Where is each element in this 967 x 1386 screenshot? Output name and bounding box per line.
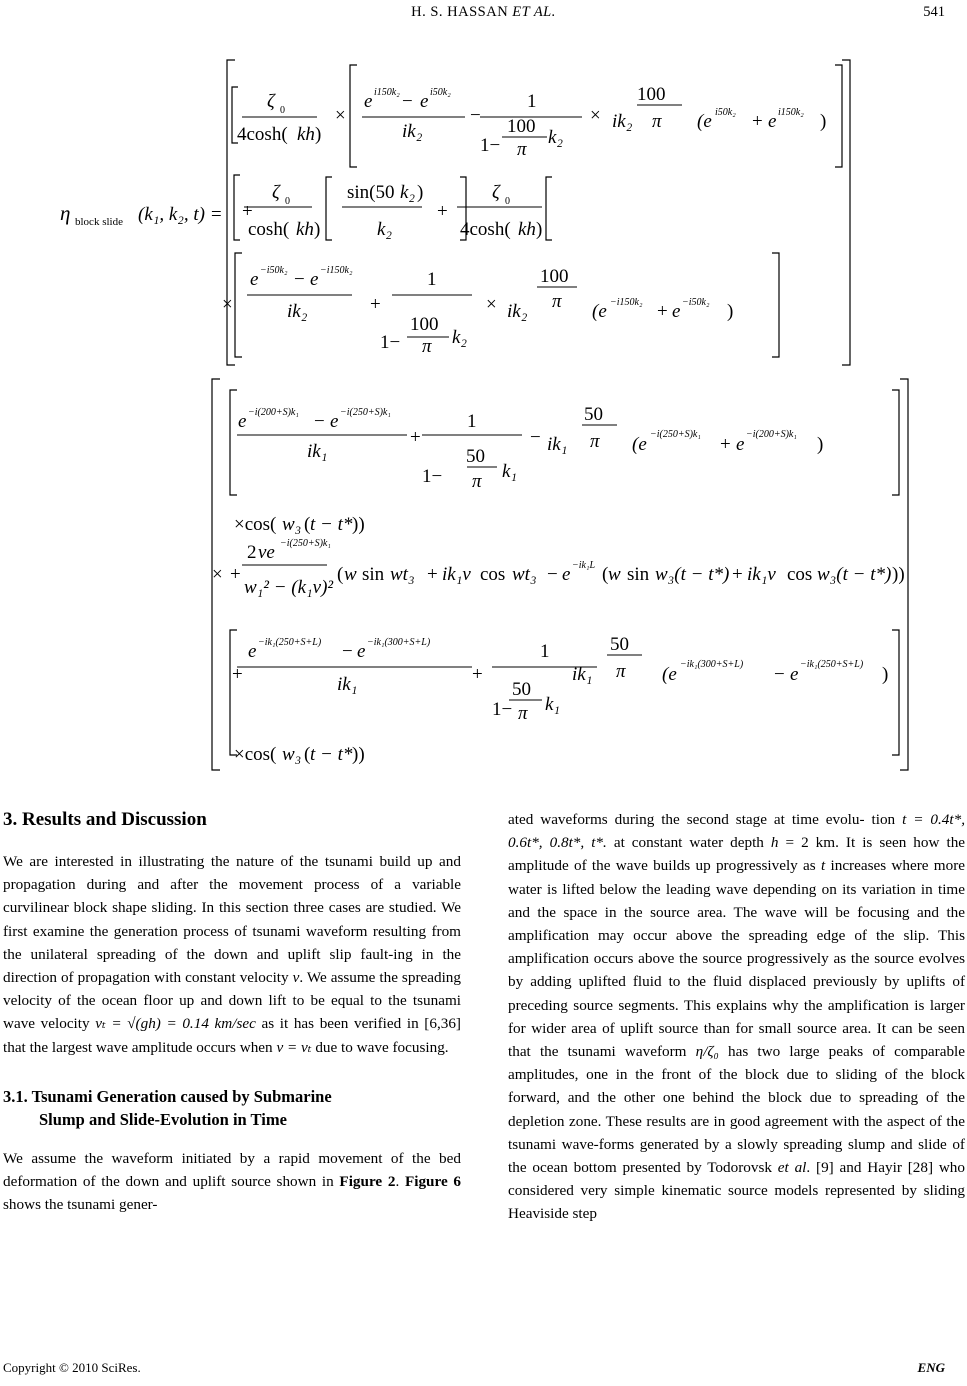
svg-text:ζ: ζ — [267, 91, 275, 112]
right-column-body-4: . [9] and Hayir [28] who considered very simple kinematic source models represented by sliding Heaviside step — [508, 1159, 965, 1223]
subsection-paragraph-text-2: . — [395, 1173, 400, 1191]
svg-text:k₂: k₂ — [452, 327, 468, 348]
svg-text:−i50k₂: −i50k₂ — [682, 297, 710, 308]
svg-text:1: 1 — [540, 641, 550, 662]
svg-text:−: − — [294, 269, 305, 290]
svg-text:ζ: ζ — [492, 182, 500, 203]
svg-text:4cosh(: 4cosh( — [237, 124, 288, 145]
right-column-tion: tion — [871, 811, 896, 828]
svg-text:+: + — [732, 564, 743, 585]
svg-text:i50k₂: i50k₂ — [430, 87, 451, 98]
svg-text:w₃(t − t*): w₃(t − t*) — [817, 564, 892, 585]
svg-text:k₂: k₂ — [548, 127, 564, 148]
svg-text:ik₂: ik₂ — [507, 301, 528, 322]
svg-text:100: 100 — [507, 116, 536, 137]
waveform-ratio: η/ζ₀ — [695, 1043, 719, 1061]
equation-lhs-args: (k₁, k₂, t) = — [138, 204, 223, 225]
svg-text:cos: cos — [787, 564, 813, 585]
svg-text:w₁² − (k₁v)²: w₁² − (k₁v)² — [244, 577, 334, 598]
svg-text:π: π — [422, 336, 432, 357]
time-symbol: t — [820, 857, 826, 875]
svg-text:0: 0 — [505, 196, 510, 207]
svg-text:w₃: w₃ — [282, 514, 302, 535]
svg-text:×: × — [590, 105, 601, 126]
svg-text:π: π — [518, 703, 528, 724]
section-paragraph-text-3: as it has been verified in [6,36] that the largest wave amplitude occurs when — [3, 1015, 461, 1056]
subsection-heading-line-2: Slump and Slide-Evolution in Time — [39, 1109, 287, 1129]
svg-text:(: ( — [304, 744, 311, 765]
right-column-paragraph — [508, 808, 965, 1226]
svg-text:sin(50: sin(50 — [347, 182, 395, 203]
svg-text:0: 0 — [285, 196, 290, 207]
svg-text:1−: 1− — [480, 135, 501, 156]
svg-text:100: 100 — [540, 266, 569, 287]
depth-symbol: h — [770, 834, 779, 852]
svg-text:+: + — [752, 111, 763, 132]
svg-text:ik₁: ik₁ — [547, 434, 568, 455]
svg-text:ik₂: ik₂ — [287, 301, 308, 322]
svg-text:w₃: w₃ — [282, 744, 302, 765]
equation-lhs-subscript: block slide — [75, 216, 123, 228]
svg-text:(: ( — [602, 564, 609, 585]
tsunami-velocity-formula: vₜ = √(gh) = 0.14 km/sec — [95, 1015, 256, 1033]
svg-text:+: + — [427, 564, 438, 585]
svg-text:): ) — [314, 219, 321, 240]
subsection-heading — [3, 1085, 461, 1131]
svg-text:+: + — [230, 564, 241, 585]
svg-text:−i(250+S)k₁: −i(250+S)k₁ — [340, 407, 391, 418]
svg-text:cosh(: cosh( — [248, 219, 290, 240]
svg-text:k₂: k₂ — [400, 182, 416, 203]
subsection-paragraph — [3, 1147, 461, 1217]
svg-text:)): )) — [352, 514, 365, 535]
svg-text:e: e — [250, 269, 259, 290]
svg-text:0: 0 — [280, 105, 285, 116]
svg-text:e: e — [330, 411, 339, 432]
section-paragraph-text-4: due to wave focusing. — [315, 1038, 449, 1056]
footer-copyright: Copyright © 2010 SciRes. — [3, 1360, 141, 1375]
svg-text:50: 50 — [584, 404, 603, 425]
svg-text:+: + — [657, 301, 668, 322]
svg-text:e: e — [768, 111, 777, 132]
section-heading: 3. Results and Discussion — [3, 809, 207, 830]
svg-text:e: e — [238, 411, 247, 432]
svg-text:): ) — [315, 124, 322, 145]
running-header — [0, 4, 967, 21]
subsection-paragraph-text-3: shows the tsunami gener- — [3, 1196, 158, 1214]
svg-text:−: − — [342, 641, 353, 662]
svg-text:×: × — [222, 294, 233, 315]
svg-text:(e: (e — [697, 111, 712, 132]
svg-text:π: π — [616, 661, 626, 682]
svg-text:−: − — [402, 91, 413, 112]
svg-text:t − t*: t − t* — [310, 514, 353, 535]
svg-text:×: × — [335, 105, 346, 126]
svg-text:i150k₂: i150k₂ — [778, 107, 804, 118]
svg-text:−i(200+S)k₁: −i(200+S)k₁ — [248, 407, 299, 418]
svg-text:w: w — [344, 564, 357, 585]
svg-text:): ) — [882, 664, 889, 685]
svg-text:−ik₁(250+S+L): −ik₁(250+S+L) — [258, 637, 322, 648]
svg-text:π: π — [517, 139, 527, 160]
svg-text:ik₁v: ik₁v — [442, 564, 471, 585]
depth-value: = 2 km. — [785, 834, 839, 852]
equation-figure — [52, 55, 912, 775]
svg-text:π: π — [552, 291, 562, 312]
svg-text:−: − — [470, 105, 481, 126]
svg-text:1: 1 — [527, 91, 537, 112]
equation-lhs-eta: η — [60, 201, 71, 225]
svg-text:1−: 1− — [422, 466, 443, 487]
svg-text:1−: 1− — [492, 699, 513, 720]
equation-block — [52, 55, 912, 775]
et-al-citation: et al — [777, 1159, 807, 1177]
header-et-al: ET AL. — [512, 4, 556, 20]
svg-text:e: e — [248, 641, 257, 662]
svg-text:kh: kh — [297, 124, 315, 145]
svg-text:kh: kh — [518, 219, 536, 240]
svg-text:ik₁: ik₁ — [307, 441, 328, 462]
svg-text:k₁: k₁ — [502, 461, 518, 482]
svg-text:1: 1 — [427, 269, 437, 290]
header-authors: H. S. HASSAN — [411, 4, 509, 20]
svg-text:×: × — [212, 564, 223, 585]
figure-6-reference[interactable]: Figure 6 — [404, 1173, 462, 1191]
section-paragraph — [3, 850, 461, 1059]
subsection-paragraph-text-1: We assume the waveform initiated by a rapid movement of the bed deformation of the down and uplift source shown in — [3, 1149, 461, 1191]
svg-text:50: 50 — [512, 679, 531, 700]
svg-text:+: + — [437, 201, 448, 222]
svg-text:+: + — [370, 294, 381, 315]
svg-text:): ) — [417, 182, 424, 203]
svg-text:(: ( — [337, 564, 344, 585]
svg-text:(: ( — [304, 514, 311, 535]
equation-lhs — [60, 201, 223, 228]
svg-text:−i(250+S)k₁: −i(250+S)k₁ — [280, 538, 331, 549]
svg-text:−: − — [314, 411, 325, 432]
right-column — [508, 808, 965, 1226]
section-paragraph-text-1: We are interested in illustrating the nature of the tsunami build up and propagation during and after the movement process of a variable curvilinear block shape sliding. In this section three cases are studied. We first examine the generation process of tsunami waveform resulting from the unilateral spreading of the down and uplift slip fault-ing in the direction of propagation with constant velocity — [3, 853, 461, 987]
equation-fraction-bars — [237, 105, 682, 700]
svg-text:π: π — [590, 431, 600, 452]
right-column-body-1: It is seen how the amplitude of the wave builds up progressively as — [508, 834, 966, 875]
svg-text:−ik₁(250+S+L): −ik₁(250+S+L) — [800, 659, 864, 670]
left-column — [3, 808, 461, 1216]
svg-text:+: + — [720, 434, 731, 455]
svg-text:4cosh(: 4cosh( — [460, 219, 511, 240]
svg-text:−ik₁(300+S+L): −ik₁(300+S+L) — [367, 637, 431, 648]
svg-text:w: w — [608, 564, 621, 585]
svg-text:e: e — [364, 91, 373, 112]
svg-text:ζ: ζ — [272, 182, 280, 203]
right-column-body-2: increases where more water is lifted below the leading wave depending on its variation in time and the space in the source area. The wave will be focusing and the amplification may occur above the spreading edge of the slip. This amplification occurs above the source progressively as the source evolves by adding uplifted fluid to the fluid displaced previously by uplifts of preceding source segments. This explains why the amplification is larger for wider area of uplift source than for small source area. It can be seen that the tsunami waveform — [508, 857, 966, 1061]
svg-text:sin: sin — [362, 564, 385, 585]
subsection-heading-line-1: 3.1. Tsunami Generation caused by Submarine — [3, 1086, 332, 1106]
svg-text:e: e — [790, 664, 799, 685]
svg-text:e: e — [736, 434, 745, 455]
svg-text:−i(250+S)k₁: −i(250+S)k₁ — [650, 429, 701, 440]
svg-text:100: 100 — [410, 314, 439, 335]
svg-text:100: 100 — [637, 84, 666, 105]
svg-text:−i(200+S)k₁: −i(200+S)k₁ — [746, 429, 797, 440]
svg-text:): ) — [536, 219, 543, 240]
svg-text:ik₂: ik₂ — [612, 111, 633, 132]
svg-text:sin: sin — [627, 564, 650, 585]
svg-text:+: + — [410, 427, 421, 448]
svg-text:)): )) — [352, 744, 365, 765]
page-number: 541 — [923, 4, 945, 20]
svg-text:−: − — [774, 664, 785, 685]
svg-text:e: e — [357, 641, 366, 662]
svg-text:ik₁: ik₁ — [572, 664, 593, 685]
svg-text:k₁: k₁ — [545, 694, 561, 715]
svg-text:): ) — [727, 301, 734, 322]
svg-text:50: 50 — [610, 634, 629, 655]
svg-text:−ik₁L: −ik₁L — [572, 560, 596, 571]
svg-text:e: e — [672, 301, 681, 322]
svg-text:ik₂: ik₂ — [402, 121, 423, 142]
svg-text:)): )) — [892, 564, 905, 585]
svg-text:50: 50 — [466, 446, 485, 467]
svg-text:ik₁: ik₁ — [337, 674, 358, 695]
svg-text:×: × — [486, 294, 497, 315]
svg-text:−i50k₂: −i50k₂ — [260, 265, 288, 276]
svg-text:(e: (e — [632, 434, 647, 455]
time-evolution-formula: t = 0.4t*, 0.6t*, 0.8t*, t*. — [508, 811, 966, 852]
svg-text:ik₁v: ik₁v — [747, 564, 776, 585]
svg-text:×cos(: ×cos( — [234, 744, 277, 765]
svg-text:(e: (e — [592, 301, 607, 322]
svg-text:e: e — [562, 564, 571, 585]
equation-terms — [212, 84, 905, 765]
svg-text:e: e — [420, 91, 429, 112]
svg-text:wt₃: wt₃ — [390, 564, 415, 585]
svg-text:i50k₂: i50k₂ — [715, 107, 736, 118]
svg-text:+: + — [472, 664, 483, 685]
svg-text:): ) — [820, 111, 827, 132]
svg-text:(e: (e — [662, 664, 677, 685]
svg-text:wt₃: wt₃ — [512, 564, 537, 585]
svg-text:i150k₂: i150k₂ — [374, 87, 400, 98]
svg-text:−i150k₂: −i150k₂ — [320, 265, 353, 276]
svg-text:1−: 1− — [380, 332, 401, 353]
right-column-line-1: ated waveforms during the second stage at time evolu- — [508, 811, 865, 828]
svg-text:e: e — [310, 269, 319, 290]
svg-text:kh: kh — [296, 219, 314, 240]
depth-text: at constant water depth — [613, 834, 764, 852]
svg-text:+: + — [242, 201, 253, 222]
right-column-body-3: has two large peaks of comparable amplitudes, one in the front of the block due to sliding of the block forward, and the other one behind the block due to spreading of the depletion zone. These results are in good agreement with the aspect of the tsunami wave-forms generated by a slowly spreading slump and slide of the ocean bottom presented by Todorovsk — [508, 1043, 966, 1177]
svg-text:−: − — [547, 564, 558, 585]
svg-text:t − t*: t − t* — [310, 744, 353, 765]
svg-text:π: π — [652, 111, 662, 132]
svg-text:×cos(: ×cos( — [234, 514, 277, 535]
svg-text:−ik₁(300+S+L): −ik₁(300+S+L) — [680, 659, 744, 670]
svg-text:1: 1 — [467, 411, 477, 432]
svg-text:−i150k₂: −i150k₂ — [610, 297, 643, 308]
svg-text:): ) — [817, 434, 824, 455]
svg-text:cos: cos — [480, 564, 506, 585]
velocity-symbol: v — [292, 969, 300, 987]
svg-text:k₂: k₂ — [377, 219, 393, 240]
svg-text:−: − — [530, 427, 541, 448]
figure-2-reference[interactable]: Figure 2 — [339, 1173, 396, 1191]
svg-text:2: 2 — [247, 542, 257, 563]
section-paragraph-text-2: . We assume the spreading velocity of the ocean floor up and down lift to be equal to the tsunami wave velocity — [3, 969, 461, 1033]
svg-text:ve: ve — [258, 542, 275, 563]
svg-text:π: π — [472, 471, 482, 492]
svg-text:w₃(t − t*): w₃(t − t*) — [655, 564, 730, 585]
footer-journal: ENG — [917, 1360, 945, 1375]
velocity-equality-formula: v = vₜ — [276, 1038, 312, 1056]
svg-text:+: + — [232, 664, 243, 685]
